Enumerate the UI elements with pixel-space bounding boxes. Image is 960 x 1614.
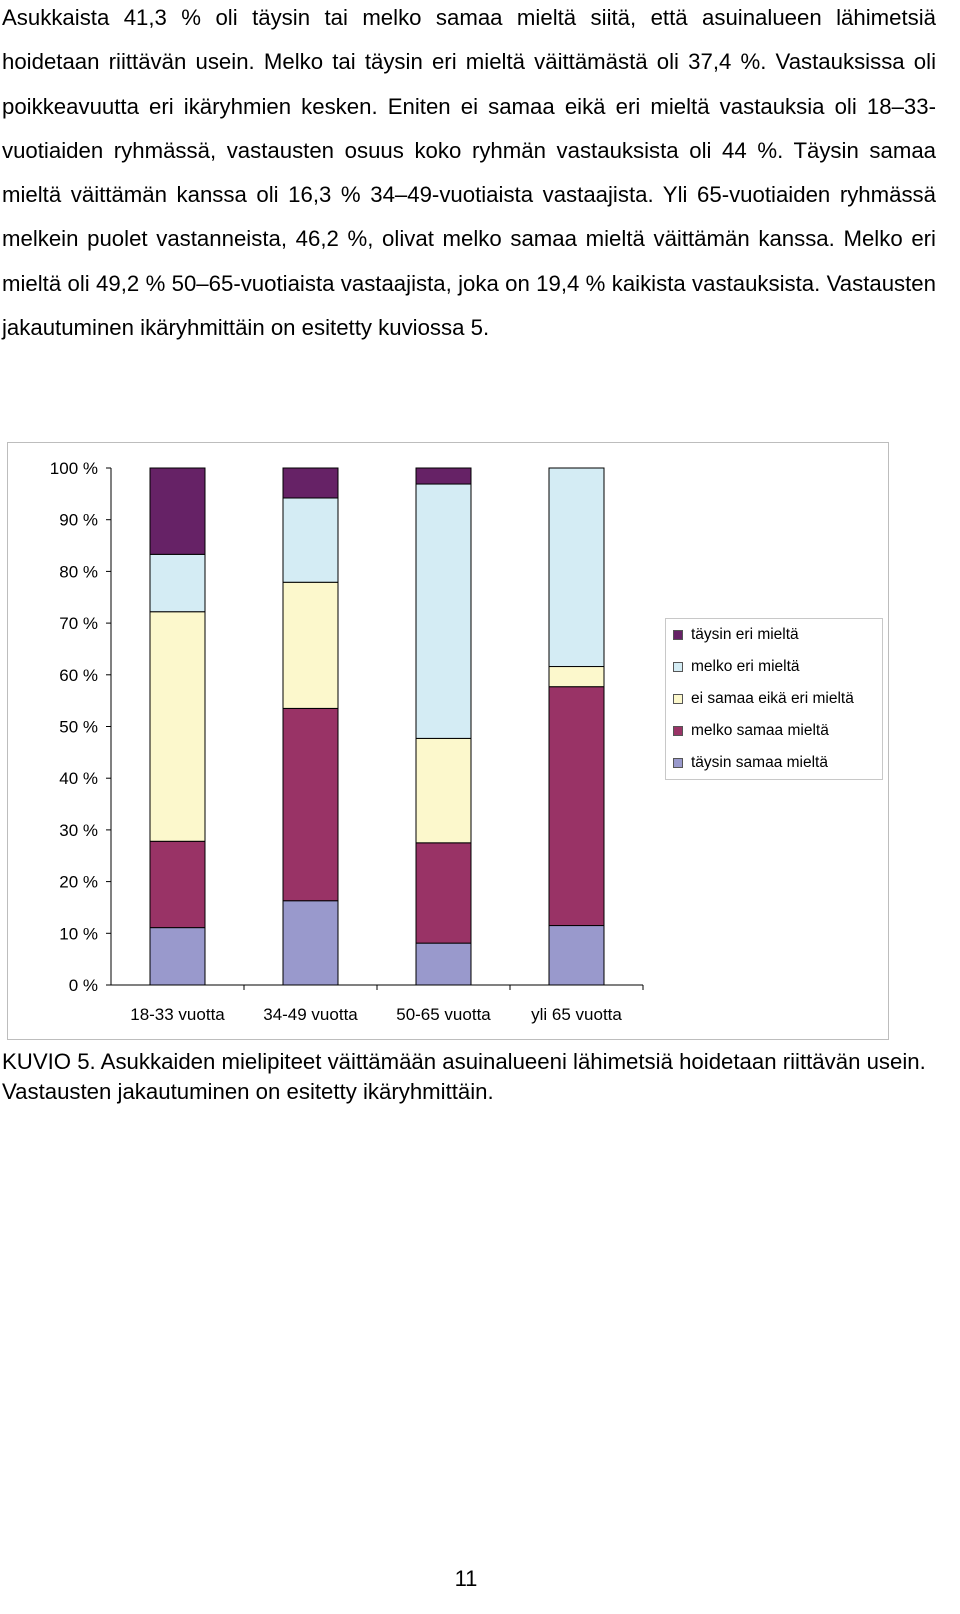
bar-segment [283,708,338,900]
bar-segment [150,841,205,927]
bar-segment [416,484,471,738]
legend-swatch [673,662,683,672]
legend-label: melko eri mieltä [691,658,800,675]
bar-segment [416,738,471,842]
legend-label: ei samaa eikä eri mieltä [691,690,854,707]
bar-segment [416,943,471,985]
legend-item [673,625,799,645]
legend-swatch [673,694,683,704]
bar-segment [283,582,338,708]
chart-legend [665,618,883,780]
legend-swatch [673,630,683,640]
y-tick-label: 0 % [68,976,98,995]
y-tick-label: 50 % [59,717,98,737]
y-tick-label: 40 % [59,769,98,789]
chart-figure [7,442,889,1040]
bar-segment [416,843,471,943]
bar-segment [549,687,604,926]
bar-segment [549,926,604,985]
legend-item [673,721,829,741]
bar-segment [549,468,604,667]
legend-item [673,689,854,709]
y-tick-label: 30 % [59,820,98,840]
y-tick-label: 70 % [59,614,98,634]
x-tick-label: 34-49 vuotta [263,1005,358,1024]
y-tick-label: 10 % [59,924,98,944]
y-tick-label: 100 % [49,459,98,478]
x-tick-label: 18-33 vuotta [130,1005,225,1024]
x-tick-label: 50-65 vuotta [396,1005,491,1024]
bar-segment [150,468,205,554]
y-tick-label: 80 % [59,562,98,582]
body-paragraph: Asukkaista 41,3 % oli täysin tai melko samaa mieltä siitä, että asuinalueen lähimetsiä hoidetaan riittävän usein. Melko tai täysin eri mieltä väittämästä oli 37,4 %. Vastauksissa oli poikkeavuutta eri ikäryhmien kesken. Eniten ei samaa eikä eri mieltä vastauksia oli 18–33-vuotiaiden ryhmässä, vastausten osuus koko ryhmän vastauksista oli 44 %. Täysin samaa mieltä väittämän kanssa oli 16,3 % 34–49-vuotiaista vastaajista. Yli 65-vuotiaiden ryhmässä melkein puolet vastanneista, 46,2 %, olivat melko samaa mieltä väittämän kanssa. Melko eri mieltä oli 49,2 % 50–65-vuotiaista vastaajista, joka on 19,4 % kaikista vastauksista. Vastausten jakautuminen ikäryhmittäin on esitetty kuviossa 5. [2,5,936,341]
legend-item [673,657,800,677]
figure-caption: KUVIO 5. Asukkaiden mielipiteet väittämään asuinalueeni lähimetsiä hoidetaan riittävän usein. Vastausten jakautuminen on esitetty ikäryhmittäin. [2,1049,926,1104]
page-number: 11 [454,1566,478,1591]
legend-swatch [673,758,683,768]
legend-label: täysin eri mieltä [691,626,799,643]
legend-label: täysin samaa mieltä [691,754,828,771]
legend-item [673,753,828,773]
bar-segment [150,928,205,985]
bar-segment [283,498,338,582]
bar-segment [150,554,205,611]
y-tick-label: 90 % [59,510,98,530]
legend-swatch [673,726,683,736]
bar-segment [416,468,471,484]
bar-segment [549,667,604,687]
y-tick-label: 20 % [59,872,98,892]
legend-label: melko samaa mieltä [691,722,829,739]
bar-segment [283,468,338,498]
y-tick-label: 60 % [59,665,98,685]
bar-segment [150,612,205,842]
bar-segment [283,901,338,985]
x-tick-label: yli 65 vuotta [531,1005,622,1024]
